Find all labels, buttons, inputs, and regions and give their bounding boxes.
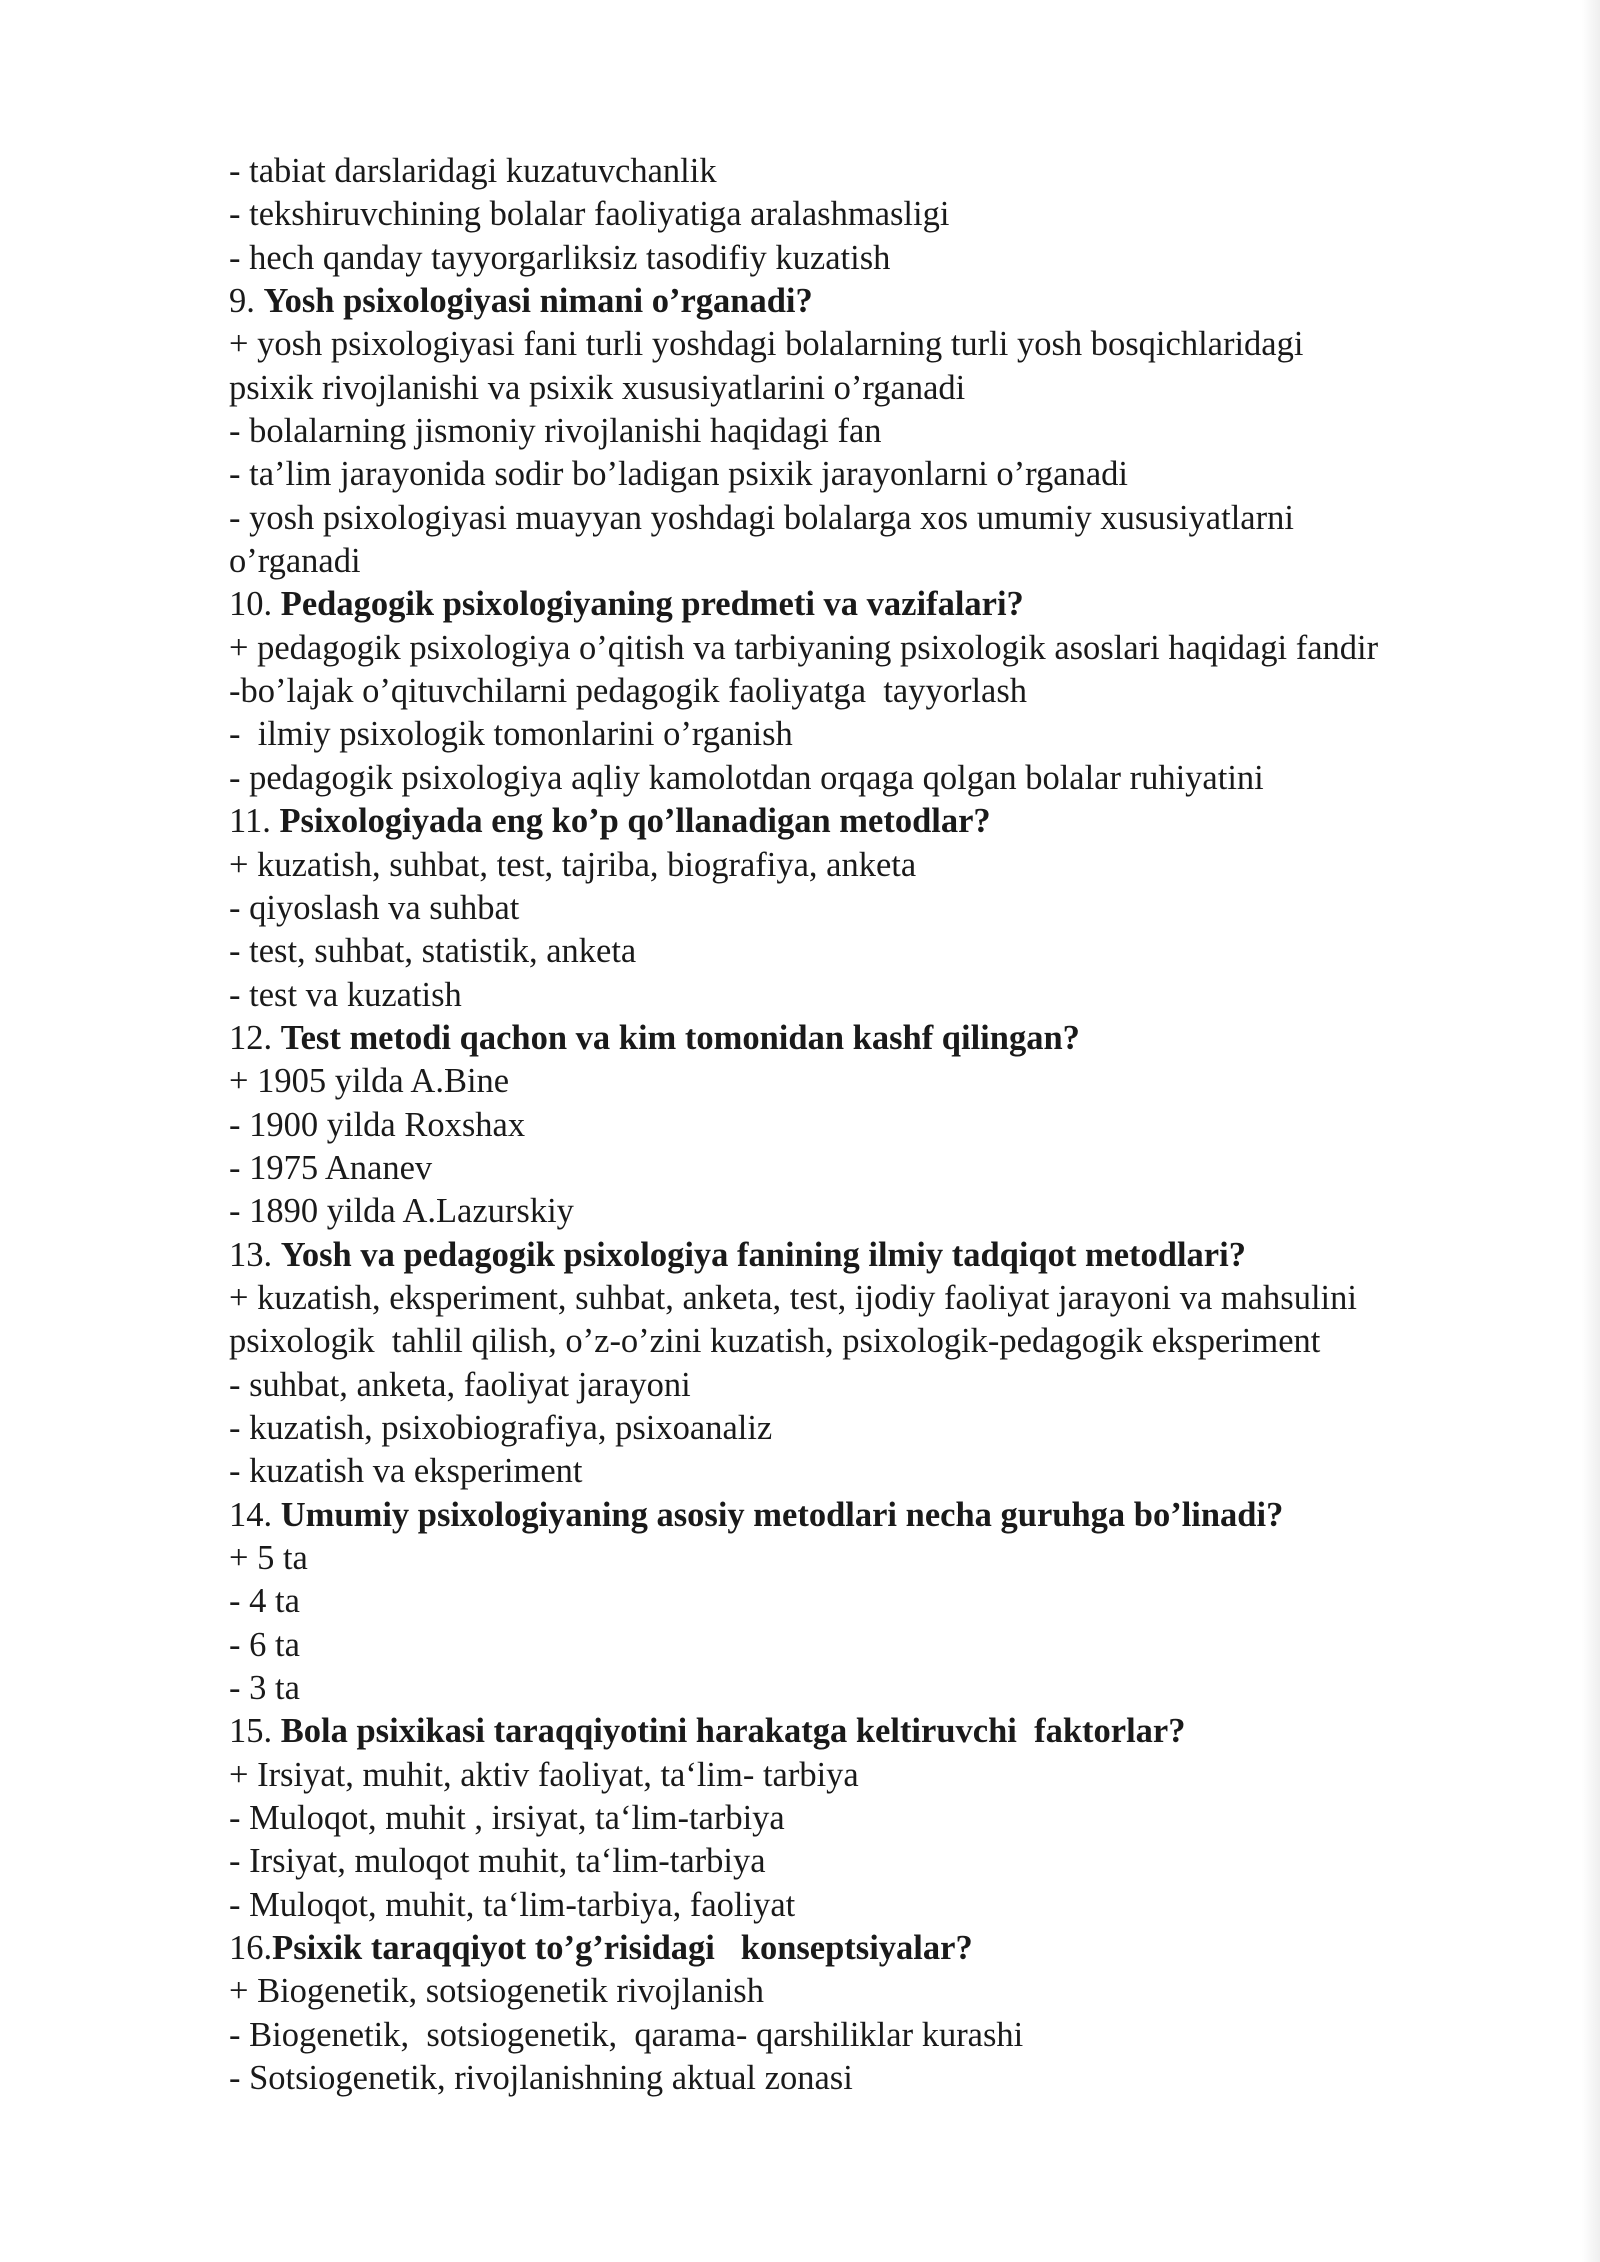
answer-option: - bolalarning jismoniy rivojlanishi haqidagi fan: [229, 412, 882, 451]
question-heading: [229, 280, 1529, 323]
answer-option: + Irsiyat, muhit, aktiv faoliyat, ta‘lim- tarbiya: [229, 1755, 859, 1794]
answer-option: - Muloqot, muhit, ta‘lim-tarbiya, faoliyat: [229, 1885, 796, 1924]
question-heading: [229, 1927, 1529, 1970]
answer-option: - ilmiy psixologik tomonlarini o’rganish: [229, 715, 793, 754]
answer-option: - 3 ta: [229, 1669, 300, 1708]
answer-option: -bo’lajak o’qituvchilarni pedagogik faoliyatga tayyorlash: [229, 672, 1028, 711]
question-text: Test metodi qachon va kim tomonidan kashf qilingan?: [280, 1018, 1080, 1057]
question-text: Bola psixikasi taraqqiyotini harakatga keltiruvchi faktorlar?: [280, 1712, 1186, 1751]
answer-option: - hech qanday tayyorgarliksiz tasodifiy kuzatish: [229, 238, 891, 277]
answer-option: - kuzatish, psixobiografiya, psixoanaliz: [229, 1408, 773, 1447]
answer-option: - 4 ta: [229, 1582, 300, 1621]
question-heading: [229, 1494, 1529, 1537]
answer-option: psixologik tahlil qilish, o’z-o’zini kuzatish, psixologik-pedagogik eksperiment: [229, 1322, 1321, 1361]
answer-option: psixik rivojlanishi va psixik xususiyatlarini o’rganadi: [229, 368, 966, 407]
answer-option: - test, suhbat, statistik, anketa: [229, 932, 637, 971]
question-heading: [229, 1234, 1529, 1277]
answer-option: - Muloqot, muhit , irsiyat, ta‘lim-tarbiya: [229, 1799, 785, 1838]
answer-option: - Biogenetik, sotsiogenetik, qarama- qarshiliklar kurashi: [229, 2015, 1024, 2054]
question-heading: [229, 1017, 1529, 1060]
question-number: 12.: [229, 1018, 281, 1057]
answer-option: + pedagogik psixologiya o’qitish va tarbiyaning psixologik asoslari haqidagi fandir: [229, 628, 1379, 667]
question-number: 15.: [229, 1712, 281, 1751]
answer-option: - suhbat, anketa, faoliyat jarayoni: [229, 1365, 691, 1404]
answer-option: - Sotsiogenetik, rivojlanishning aktual zonasi: [229, 2059, 853, 2098]
answer-option: - tabiat darslaridagi kuzatuvchanlik: [229, 152, 717, 190]
question-number: 13.: [229, 1235, 281, 1274]
answer-option: - 1900 yilda Roxshax: [229, 1105, 526, 1144]
question-text: Pedagogik psixologiyaning predmeti va vazifalari?: [280, 585, 1024, 624]
answer-option: - yosh psixologiyasi muayyan yoshdagi bolalarga xos umumiy xususiyatlarni: [229, 498, 1294, 537]
question-number: 14.: [229, 1495, 281, 1534]
answer-option: - kuzatish va eksperiment: [229, 1452, 583, 1491]
question-heading: [229, 583, 1529, 626]
answer-option: - qiyoslash va suhbat: [229, 888, 520, 927]
question-number: 11.: [229, 802, 280, 841]
answer-option: - ta’lim jarayonida sodir bo’ladigan psixik jarayonlarni o’rganadi: [229, 455, 1128, 494]
question-text: Yosh va pedagogik psixologiya fanining ilmiy tadqiqot metodlari?: [280, 1235, 1246, 1274]
answer-option: - 1890 yilda A.Lazurskiy: [229, 1192, 574, 1231]
answer-option: - 6 ta: [229, 1625, 300, 1664]
question-text: Psixik taraqqiyot to’g’risidagi konseptsiyalar?: [272, 1929, 973, 1968]
answer-option: + yosh psixologiyasi fani turli yoshdagi bolalarning turli yosh bosqichlaridagi: [229, 325, 1304, 364]
answer-option: - tekshiruvchining bolalar faoliyatiga aralashmasligi: [229, 195, 950, 234]
answer-option: - test va kuzatish: [229, 975, 462, 1014]
question-text: Yosh psixologiyasi nimani o’rganadi?: [263, 282, 813, 321]
answer-option: - 1975 Ananev: [229, 1148, 433, 1187]
question-heading: [229, 1710, 1529, 1753]
question-number: 10.: [229, 585, 281, 624]
document-body: [229, 150, 1529, 2100]
page-edge-shadow: [1582, 0, 1600, 2262]
question-number: 9.: [229, 282, 264, 321]
answer-option: + 1905 yilda A.Bine: [229, 1062, 510, 1101]
answer-option: + kuzatish, suhbat, test, tajriba, biografiya, anketa: [229, 845, 917, 884]
answer-option: - pedagogik psixologiya aqliy kamolotdan orqaga qolgan bolalar ruhiyatini: [229, 758, 1264, 797]
question-number: 16.: [229, 1929, 273, 1968]
answer-option: + kuzatish, eksperiment, suhbat, anketa, test, ijodiy faoliyat jarayoni va mahsulini: [229, 1278, 1357, 1317]
question-text: Umumiy psixologiyaning asosiy metodlari necha guruhga bo’linadi?: [280, 1495, 1284, 1534]
answer-option: + Biogenetik, sotsiogenetik rivojlanish: [229, 1972, 764, 2011]
answer-option: + 5 ta: [229, 1539, 308, 1577]
question-text: Psixologiyada eng ko’p qo’llanadigan metodlar?: [279, 802, 991, 841]
question-heading: [229, 800, 1529, 843]
answer-option: - Irsiyat, muloqot muhit, ta‘lim-tarbiya: [229, 1842, 766, 1881]
answer-option: o’rganadi: [229, 542, 361, 581]
